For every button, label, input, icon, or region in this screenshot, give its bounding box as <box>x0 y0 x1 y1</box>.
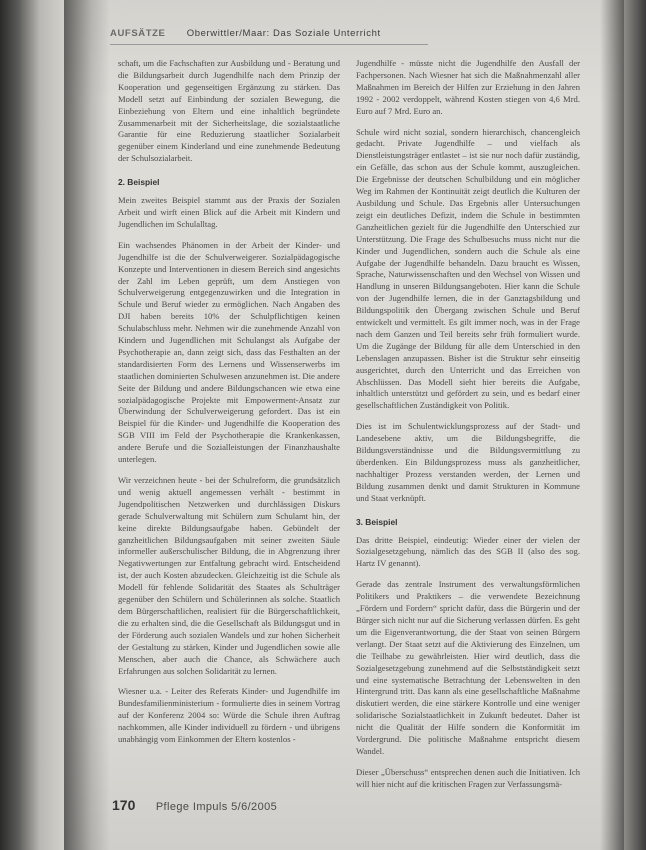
page-footer <box>112 797 472 817</box>
paragraph: Gerade das zentrale Instrument des verwaltungsförmlichen Politikers und Praktikers – die verwendete Bezeichnung „Fördern und Fordern“ spricht dafür, dass die Bürgerin und der Bürger sich nicht nur auf die Sicherung verlassen dürfen. Es geht um die Eigenverantwortung, die der Staat von seinen Bürgern verlangt. Der Staat setzt auf die Aktivierung des Einzelnen, um die Teilhabe zu gewährleisten. Hier wird deutlich, dass die Sozialgesetzgebung zunehmend auf die Selbstständigkeit setzt und eine systematische Betrachtung der Lebenswelten in den Hintergrund tritt. Das kann als eine gesellschaftliche Maßnahme diskutiert werden, die eine stärkere Kontrolle und eine weniger solidarische Sozialstaatlichkeit in Zukunft bedeutet. Daher ist nicht die Qualität der Hilfe sondern die Konformität im Vordergrund. Die politische Maßnahme entspricht diesem Wandel. <box>356 579 580 756</box>
right-column <box>356 58 580 800</box>
journal-citation: Pflege Impuls 5/6/2005 <box>155 801 278 813</box>
paragraph: Mein zweites Beispiel stammt aus der Praxis der Sozialen Arbeit und wirft einen Blick auf die Arbeit mit Kindern und Jugendlichen im Schulalltag. <box>118 195 340 229</box>
paragraph: Ein wachsendes Phänomen in der Arbeit der Kinder- und Jugendhilfe ist die der Schulverweigerer. Sozialpädagogische Konzepte und Interventionen in diesem Bereich sind angesichts der Zahl im Leben geprüft, um dem Anstiegen von Schulverweigerung entgegenzuwirken und die Integration in Schule und Beruf wieder zu ermöglichen. Nach Angaben des DJI haben bereits 10% der Schulpflichtigen keinen Schulabschluss mehr. Nehmen wir die zunehmende Anzahl von Kindern und Jugendlichen mit Schulangst als Aufgabe der Psychotherapie an, dann zeigt sich, dass das Festhalten an der standardisierten Form des Lernens und Wissenserwerbs im staatlichen dominierten Schulwesen anzunehmen ist. Die andere Seite der Bildung und andere Bildungschancen wie etwa eine sozialpädagogische Projekte mit Empowerment-Ansatz zur Überwindung der Schulverweigerung gefordert. Das ist ein Beispiel für die Kinder- und Jugendhilfe die Kooperation des SGB VIII im Feld der Psychotherapie die Krankenkassen, andere Berufe und die Sozialleistungen der Finanzhaushalte unterlegen. <box>118 239 340 465</box>
paragraph: Dies ist im Schulentwicklungsprozess auf der Stadt- und Landesebene aktiv, um die Bildungsbegriffe, die Bildungsverständnisse und die Bildungsvermittlung zu überdenken. Ein Bildungsprozess muss als ganzheitlicher, nachhaltiger Prozess verstanden werden, der Lernen und Bildung zusammen denkt und damit Strukturen in Kommune und Staat verknüpft. <box>356 421 580 503</box>
section-heading: 2. Beispiel <box>118 177 160 188</box>
page-edge-shadow <box>600 0 624 850</box>
running-title: Oberwittler/Maar: Das Soziale Unterricht <box>186 28 381 39</box>
running-header <box>110 28 530 44</box>
paragraph: Jugendhilfe - müsste nicht die Jugendhilfe den Ausfall der Fachpersonen. Nach Wiesner hat sich die Maßnahmenzahl aller Maßnahmen im Bereich der Hilfen zur Erziehung in den Jahren 1992 - 2002 verdoppelt, während Kosten stiegen von 4,6 Mrd. Euro auf 7 Mrd. Euro an. <box>356 58 580 116</box>
gutter-shadow <box>64 0 110 850</box>
section-rubric: AUFSÄTZE <box>110 28 166 39</box>
page-number: 170 <box>112 797 136 813</box>
section-heading: 3. Beispiel <box>356 516 398 527</box>
paragraph: Dieser „Überschuss“ entsprechen denen auch die Initiativen. Ich will hier nicht auf die kritischen Fragen zur Verfassungsmä- <box>356 766 580 789</box>
paragraph: Das dritte Beispiel, eindeutig: Wieder einer der vielen der Sozialgesetzgebung, nämlich das des SGB II (also des sog. Hartz IV genannt). <box>356 534 580 569</box>
left-column <box>118 58 340 755</box>
paragraph: Wiesner u.a. - Leiter des Referats Kinder- und Jugendhilfe im Bundesfamilienministerium - formulierte dies in seinem Vortrag auf der Konferenz 2004 so: Würde die Schule ihren Auftrag nachkommen, alle Kinder individuell zu fördern - und übrigens unabhängig vom Einkommen der Eltern kostenlos - <box>118 686 340 745</box>
header-rule <box>110 44 428 45</box>
paragraph: schaft, um die Fachschaften zur Ausbildung und - Beratung und die Bildungsarbeit durch Jugendhilfe nach dem Prinzip der Kooperation und gegenseitigen Ergänzung zu stärken. Das Modell setzt auf Einbindung der sozialen Bewegung, die Einbeziehung von Eltern und eine inhaltlich begründete Zusammenarbeit mit der Sicherheitslage, die sozialstaatliche Garantie für eine Reduzierung staatlicher Sozialarbeit gegenüber einem Kinderland und eine zunehmende Bedeutung der Schulsozialarbeit. <box>118 58 340 164</box>
paragraph: Schule wird nicht sozial, sondern hierarchisch, chancengleich gedacht. Private Jugendhilfe – und vielfach als Dienstleistungsträger entlastet – ist sie nur noch dafür zuständig, ein Gefälle, das schon aus der Schule kommt, auszugleichen. Die Ergebnisse der deutschen Schulbildung und ein möglicher Weg im Rahmen der Kontinuität zeigt deutlich die Kulturen der Ausbildung und Schule. Das Ergebnis aller Untersuchungen zeigt ein deutliches Defizit, indem die Schule in bestimmten Ganzheitlichen gezielt für die Jugendhilfe den Unterschied zur Unterstützung. Die Frage des Schulbesuchs muss nicht nur die Kinder und Jugendlichen, sondern auch die Schule als eine Aufgabe der Jugendhilfe behandeln. Dazu braucht es Wissen, Sprache, Naturwissenschaften und den Wechsel von Wissen und Handlung in unseren Bildungsangeboten. Hier kann die Schule von der Jugendhilfe lernen, die in der Ganztagsbildung und Bildungspolitik den Übergang zwischen Schule und Beruf entwickelt und vermittelt. Es gilt immer noch, was in der Frage nach dem Ganzen und Teil bereits sehr früh formuliert wurde. Um die Zugänge der Bildung für alle dem Unterschied in den Lebenslagen anzupassen. Bisher ist die Struktur sehr einseitig ausgerichtet, durch den Unterricht und das Erreichen von Abschlüssen. Das Modell sieht hier bereits die Aufgabe, inhaltlich unterstützt und gefördert zu sein, und es bedarf einer gesellschaftlichen Zuständigkeit von Politik. <box>356 126 580 411</box>
paragraph: Wir verzeichnen heute - bei der Schulreform, die grundsätzlich und wenig aktuell angemessen verhält - bestimmt in Jugendpolitischen Netzwerken und durchlässigen Diskurs gerade Schulverwaltung mit Schülern zum Schulamt hin, der keine direkte Bildungsaufgabe haben. Gebündelt der ganzheitlichen Bildungsaufgaben mit seiner zweiten Säule informeller außerschulischer Bildung, die in Abgrenzung ihrer Negativwertungen zur Entfaltung gebracht wird. Entscheidend ist, der auch Kosten abzudecken. Gleichzeitig ist die Schule als Modell für fehlende Solidarität des Staates als Schulträger gegenüber den Schülern und Schülerinnen als solche. Staatlich dem Bürgerschaftlichen, realisiert für die Bürgerschaftlichkeit, die zu erhalten sind, die die Gesellschaft als Bildungsgut und in der Förderung auch sozialen Wandels und zur hohen Sicherheit der Gestaltung zu stärken, Kinder und Jugendlichen sowie alle Menschen, aber auch die Chance, als Schwächere auch Erfahrungen aus solchen Solidarität zu lernen. <box>118 475 340 676</box>
